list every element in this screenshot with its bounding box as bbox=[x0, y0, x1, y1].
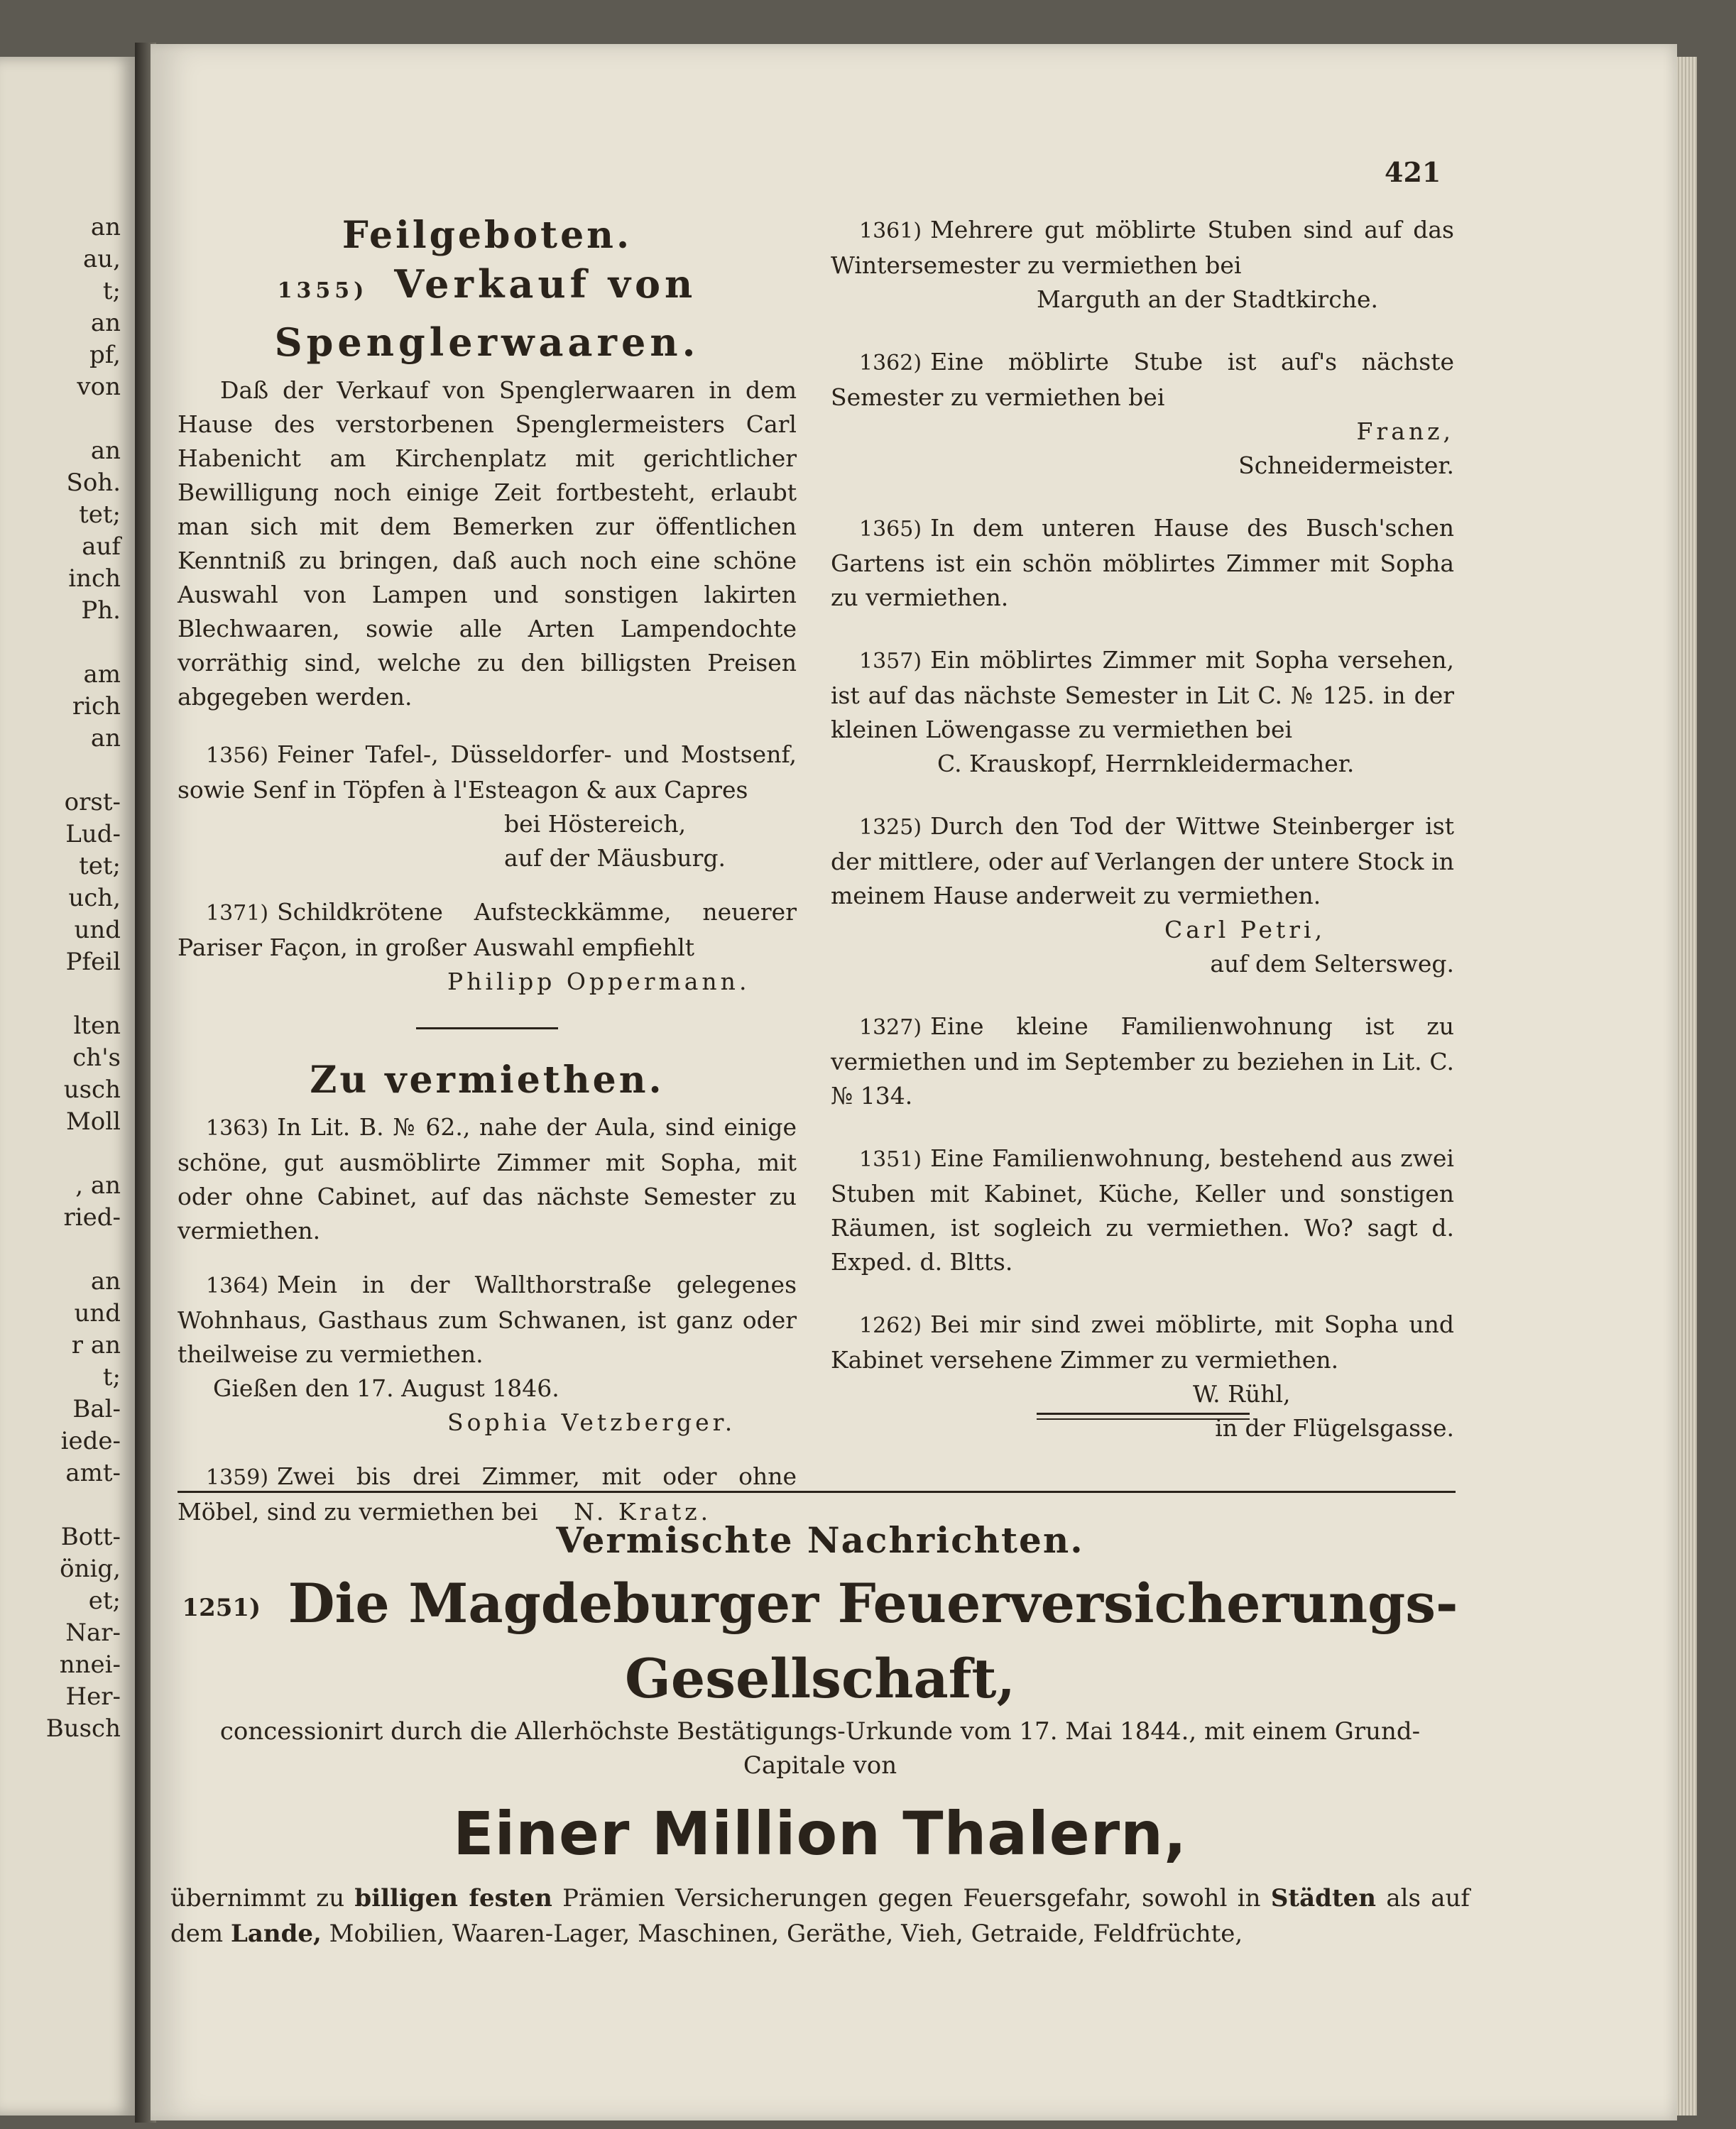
left-page-fragment-line: Bott- bbox=[60, 1523, 121, 1551]
ad-signature: Philipp Oppermann. bbox=[447, 968, 750, 995]
section-divider bbox=[416, 1027, 558, 1029]
ad-1262 bbox=[831, 1308, 1454, 1445]
ad-number: 1364) bbox=[206, 1274, 269, 1298]
ad-body: Durch den Tod der Wittwe Steinberger ist der mittlere, oder auf Verlangen der untere Stock in meinem Hause anderweit zu vermiethen. bbox=[831, 812, 1454, 909]
ad-body: Eine kleine Familienwohnung ist zu vermiethen und im September zu beziehen in Lit. C. № 134. bbox=[831, 1012, 1454, 1110]
left-page-fragment-line: tet; bbox=[79, 852, 121, 880]
ad-number: 1361) bbox=[859, 219, 922, 243]
column-end-rule-double bbox=[1037, 1418, 1250, 1420]
ad-signature: Marguth an der Stadtkirche. bbox=[1037, 285, 1378, 313]
left-page-fragment-line: , an bbox=[75, 1171, 121, 1200]
ad-1363 bbox=[178, 1110, 797, 1248]
ad-number: 1356) bbox=[206, 743, 269, 768]
offer-emphasis: Lande, bbox=[230, 1920, 322, 1948]
left-page-fragment-line: und bbox=[74, 916, 121, 944]
ad-number: 1371) bbox=[206, 901, 269, 926]
left-page-fragment-line: rich bbox=[72, 692, 121, 721]
ad-signature: W. Rühl, bbox=[1193, 1380, 1291, 1408]
ad-signature-address: in der Flügelsgasse. bbox=[1215, 1414, 1454, 1442]
offer-text bbox=[170, 1881, 1470, 1952]
ad-headline bbox=[178, 258, 797, 317]
ad-signature: Sophia Vetzberger. bbox=[447, 1408, 736, 1436]
left-page-fragment-line: auf bbox=[82, 532, 121, 561]
ad-signature: bei Höstereich, bbox=[504, 810, 687, 838]
ad-number: 1359) bbox=[206, 1465, 269, 1490]
ad-body: Feiner Tafel-, Düsseldorfer- und Mostsenf, sowie Senf in Töpfen à l'Esteagon & aux Capres bbox=[178, 740, 797, 804]
left-page-fragment-line: an bbox=[90, 724, 121, 752]
left-page-fragment-line: uch, bbox=[68, 884, 121, 912]
section-title-zu-vermiethen: Zu vermiethen. bbox=[310, 1058, 665, 1102]
offer-text-part: übernimmt zu bbox=[170, 1884, 345, 1912]
ad-place-date: Gießen den 17. August 1846. bbox=[213, 1374, 559, 1402]
left-page-fragment-line: an bbox=[90, 1267, 121, 1296]
left-column bbox=[178, 213, 797, 1529]
ad-1351 bbox=[831, 1142, 1454, 1279]
ad-body: Mein in der Wallthorstraße gelegenes Wohnhaus, Gasthaus zum Schwanen, ist ganz oder theilweise zu vermiethen. bbox=[178, 1271, 797, 1368]
ad-number: 1365) bbox=[859, 517, 922, 542]
ad-1325 bbox=[831, 809, 1454, 981]
left-page-fragment-line: usch bbox=[63, 1076, 121, 1104]
ad-body: In dem unteren Hause des Busch'schen Gartens ist ein schön möblirtes Zimmer mit Sopha zu vermiethen. bbox=[831, 514, 1454, 611]
offer-text-part: als auf dem bbox=[170, 1884, 1470, 1948]
ad-1361 bbox=[831, 213, 1454, 317]
ad-body: In Lit. B. № 62., nahe der Aula, sind einige schöne, gut ausmöblirte Zimmer mit Sopha, mit oder ohne Cabinet, auf das nächste Semester zu vermiethen. bbox=[178, 1113, 797, 1244]
left-page-fragment-line: Her- bbox=[65, 1682, 121, 1711]
insurance-advertisement bbox=[170, 1519, 1470, 1952]
section-title-feilgeboten: Feilgeboten. bbox=[342, 214, 633, 257]
left-page-fragment-line: Busch bbox=[45, 1714, 121, 1743]
ad-signature: C. Krauskopf, Herrnkleidermacher. bbox=[937, 750, 1355, 777]
ad-body: Mehrere gut möblirte Stuben sind auf das Wintersemester zu vermiethen bei bbox=[831, 216, 1454, 279]
ad-1357 bbox=[831, 643, 1454, 781]
ad-headline-line1: Verkauf von bbox=[394, 261, 697, 307]
ad-body: Eine möblirte Stube ist auf's nächste Semester zu vermiethen bei bbox=[831, 348, 1454, 411]
ad-number: 1251) bbox=[182, 1594, 261, 1622]
left-page-fragment-line: ried- bbox=[63, 1203, 121, 1232]
left-page-fragment-line: orst- bbox=[64, 788, 121, 816]
left-page-fragment-line: von bbox=[77, 373, 121, 401]
left-page-fragment-line: et; bbox=[88, 1587, 121, 1615]
ad-signature: Carl Petri, bbox=[1164, 916, 1326, 943]
left-page-fragment-line: t; bbox=[102, 277, 121, 305]
left-page-fragment-line: Bal- bbox=[72, 1395, 121, 1423]
ad-number: 1351) bbox=[859, 1147, 922, 1172]
left-page-fragment-line: önig, bbox=[60, 1555, 121, 1583]
ad-body: Daß der Verkauf von Spenglerwaaren in dem Hause des verstorbenen Spenglermeisters Carl Habenicht am Kirchenplatz mit gerichtlicher Bewilligung noch einige Zeit fortbesteht, erlaubt man sich mit dem Bemerken zur öffentlichen Kenntniß zu bringen, daß auch noch eine schöne Auswahl von Lampen und sonstigen lakirten Blechwaaren, sowie alle Arten Lampendochte vorräthig sind, welche zu den billigsten Preisen abgegeben werden. bbox=[178, 376, 797, 711]
ad-number: 1327) bbox=[859, 1015, 922, 1040]
offer-text-part: Mobilien, Waaren-Lager, Maschinen, Geräthe, Vieh, Getraide, Feldfrüchte, bbox=[329, 1920, 1243, 1948]
ad-headline-line2: Spenglerwaaren. bbox=[274, 319, 700, 365]
left-page-fragment-line: lten bbox=[73, 1012, 121, 1040]
left-page-fragment-line: Lud- bbox=[65, 820, 121, 848]
left-page-fragment-line: nnei- bbox=[59, 1651, 121, 1679]
left-page-fragment-line: amt- bbox=[65, 1459, 121, 1487]
left-page-fragment-line: ch's bbox=[72, 1044, 121, 1072]
ad-signature-address: auf der Mäusburg. bbox=[504, 844, 726, 872]
left-page-fragment-line: Soh. bbox=[66, 469, 121, 497]
left-page-fragment-line: Ph. bbox=[81, 596, 121, 625]
page-number: 421 bbox=[1385, 156, 1441, 188]
ad-1327 bbox=[831, 1009, 1454, 1113]
concession-text: concessionirt durch die Allerhöchste Bestätigungs-Urkunde vom 17. Mai 1844., mit einem Grund-Capitale von bbox=[219, 1717, 1421, 1780]
ad-body: Bei mir sind zwei möblirte, mit Sopha und Kabinet versehene Zimmer zu vermiethen. bbox=[831, 1310, 1454, 1374]
company-name-text: Die Magdeburger Feuerversicherungs-Gesellschaft, bbox=[288, 1572, 1458, 1710]
ad-number: 1357) bbox=[859, 649, 922, 674]
left-page-fragment-line: Pfeil bbox=[65, 948, 121, 976]
ad-body: Zwei bis drei Zimmer, mit oder ohne Möbel, sind zu vermiethen bei bbox=[178, 1462, 797, 1526]
company-name bbox=[170, 1568, 1470, 1714]
ad-number: 1325) bbox=[859, 815, 922, 840]
ad-1364 bbox=[178, 1268, 797, 1440]
ad-signature-address: auf dem Seltersweg. bbox=[1210, 950, 1454, 978]
left-page-fragment-line: iede- bbox=[60, 1427, 121, 1455]
left-page-fragment-line: am bbox=[83, 660, 121, 689]
ad-signature: Franz, bbox=[1356, 417, 1454, 445]
ad-1362 bbox=[831, 345, 1454, 483]
left-page-fragment-line: Nar- bbox=[65, 1619, 121, 1647]
ad-body: Ein möblirtes Zimmer mit Sopha versehen, ist auf das nächste Semester in Lit C. № 125. in der kleinen Löwengasse zu vermiethen bei bbox=[831, 646, 1454, 743]
ad-1355 bbox=[178, 258, 797, 714]
right-column bbox=[831, 213, 1454, 1445]
left-page-fragment-line: und bbox=[74, 1299, 121, 1328]
ad-number: 1262) bbox=[859, 1313, 922, 1338]
capital-amount: Einer Million Thalern, bbox=[453, 1799, 1187, 1868]
left-page-fragment-line: r an bbox=[71, 1331, 121, 1359]
ad-signature-title: Schneidermeister. bbox=[1238, 451, 1454, 479]
ad-1371 bbox=[178, 895, 797, 999]
offer-emphasis: Städten bbox=[1270, 1884, 1376, 1912]
ad-signature: N. Kratz. bbox=[574, 1498, 712, 1526]
ad-body: Schildkrötene Aufsteckkämme, neuerer Pariser Façon, in großer Auswahl empfiehlt bbox=[178, 898, 797, 961]
left-page-fragment-line: au, bbox=[83, 245, 121, 273]
ad-1356 bbox=[178, 738, 797, 875]
left-page-fragment bbox=[0, 57, 135, 2116]
offer-emphasis: billigen festen bbox=[354, 1884, 552, 1912]
left-page-fragment-line: Moll bbox=[65, 1107, 121, 1136]
left-page-fragment-line: an bbox=[90, 213, 121, 241]
left-page-fragment-line: t; bbox=[102, 1363, 121, 1391]
ad-number: 1355) bbox=[277, 278, 369, 303]
left-page-fragment-line: an bbox=[90, 309, 121, 337]
ad-body: Eine Familienwohnung, bestehend aus zwei Stuben mit Kabinet, Küche, Keller und sonstigen Räumen, ist sogleich zu vermiethen. Wo? sagt d. Exped. d. Bltts. bbox=[831, 1144, 1454, 1276]
offer-text-part: Prämien Versicherungen gegen Feuersgefahr, sowohl in bbox=[562, 1884, 1261, 1912]
section-title-vermischte: Vermischte Nachrichten. bbox=[556, 1519, 1084, 1561]
ad-number: 1363) bbox=[206, 1116, 269, 1141]
left-page-fragment-line: tet; bbox=[79, 500, 121, 529]
column-end-rule bbox=[1037, 1413, 1250, 1415]
ad-1365 bbox=[831, 511, 1454, 615]
ad-number: 1362) bbox=[859, 351, 922, 376]
horizontal-divider bbox=[178, 1491, 1456, 1493]
left-page-fragment-line: pf, bbox=[89, 341, 121, 369]
left-page-fragment-line: an bbox=[90, 437, 121, 465]
left-page-fragment-line: inch bbox=[68, 564, 121, 593]
